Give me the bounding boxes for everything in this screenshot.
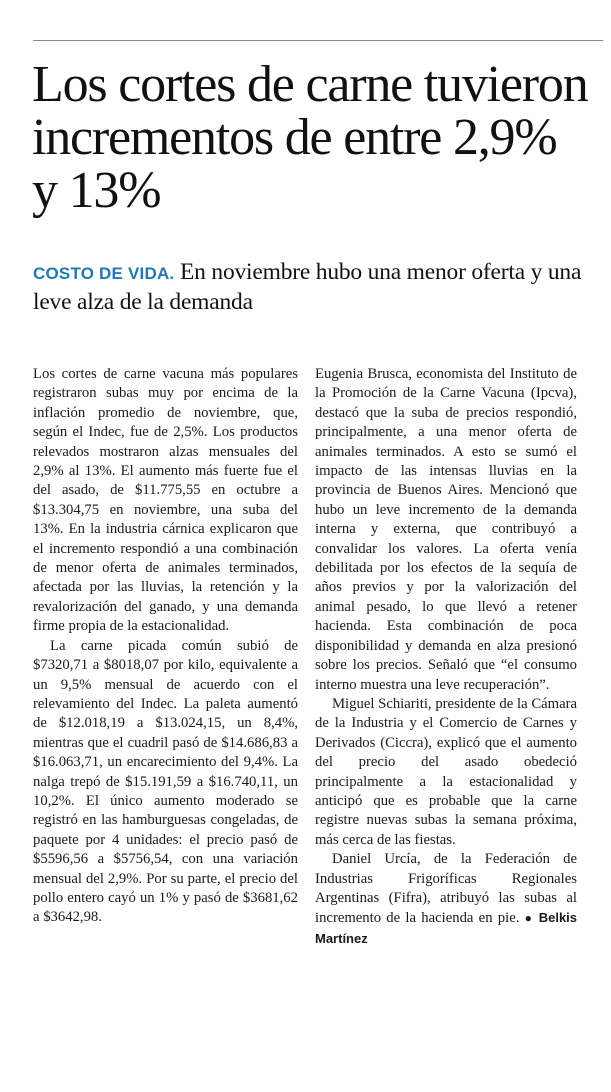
paragraph-last-text: Daniel Urcía, de la Federación de Industrias Frigoríficas Regionales Argentinas (Fifra), atribuyó las subas al incremento de la hacienda en pie. (315, 851, 577, 927)
kicker: COSTO DE VIDA. (33, 264, 175, 283)
subhead (33, 258, 593, 316)
body-column-left (33, 365, 298, 928)
paragraph-last (315, 850, 577, 949)
body-column-right (315, 365, 577, 949)
paragraph: La carne picada común subió de $7320,71 a $8018,07 por kilo, equivalente a un 9,5% mensual de acuerdo con el relevamiento del Indec. La paleta aumentó de $12.018,19 a $13.024,15, un 8,4%, mientras que el cuadril pasó de $14.686,83 a $16.063,71, un encarecimiento del 9,4%. La nalga trepó de $15.191,59 a $16.740,11, un 10,2%. El único aumento moderado se registró en las hamburguesas congeladas, de paquete por 4 unidades: el precio pasó de $5596,56 a $5756,54, con una variación mensual del 2,9%. Por su parte, el precio del pollo entero cayó un 1% y pasó de $3681,62 a $3642,98. (33, 637, 298, 926)
byline-bullet-icon: ● (524, 911, 534, 926)
top-rule (33, 40, 603, 41)
byline: Belkis Martínez (315, 910, 578, 946)
paragraph: Miguel Schiariti, presidente de la Cámara de la Industria y el Comercio de Carnes y Derivados (Ciccra), explicó que el aumento del precio del asado obedeció principalmente a la estacionalidad y anticipó que es probable que la carne registre nuevas subas la semana próxima, más cerca de las fiestas. (315, 695, 577, 848)
headline: Los cortes de carne tuvieron incrementos de entre 2,9% y 13% (32, 56, 588, 219)
paragraph: Los cortes de carne vacuna más populares registraron subas muy por encima de la inflación promedio de noviembre, que, según el Indec, fue de 2,5%. Los productos relevados mostraron alzas mensuales del 2,9% al 13%. El aumento más fuerte fue el del asado, de $11.775,55 en octubre a $13.304,75 en noviembre, una suba del 13%. En la industria cárnica explicaron que el incremento respondió a una combinación de menor oferta de animales terminados, afectada por las lluvias, la retención y la revalorización del ganado, y una demanda firme propia de la estacionalidad. (33, 366, 298, 635)
paragraph: Eugenia Brusca, economista del Instituto de la Promoción de la Carne Vacuna (Ipcva), destacó que la suba de precios respondió, principalmente, a una menor oferta de animales terminados. A esto se sumó el impacto de las intensas lluvias en la provincia de Buenos Aires. Mencionó que hubo un leve incremento de la demanda interna y externa, que contribuyó a convalidar los valores. La oferta venía debilitada por los efectos de la sequía de años previos y por la valorización del animal pesado, lo que llevó a retener hacienda. Esta combinación de poca disponibilidad y demanda en alza presionó sobre los precios. Señaló que “el consumo interno muestra una leve recuperación”. (315, 366, 577, 693)
subhead-text: En noviembre hubo una menor oferta y una leve alza de la demanda (33, 259, 582, 315)
